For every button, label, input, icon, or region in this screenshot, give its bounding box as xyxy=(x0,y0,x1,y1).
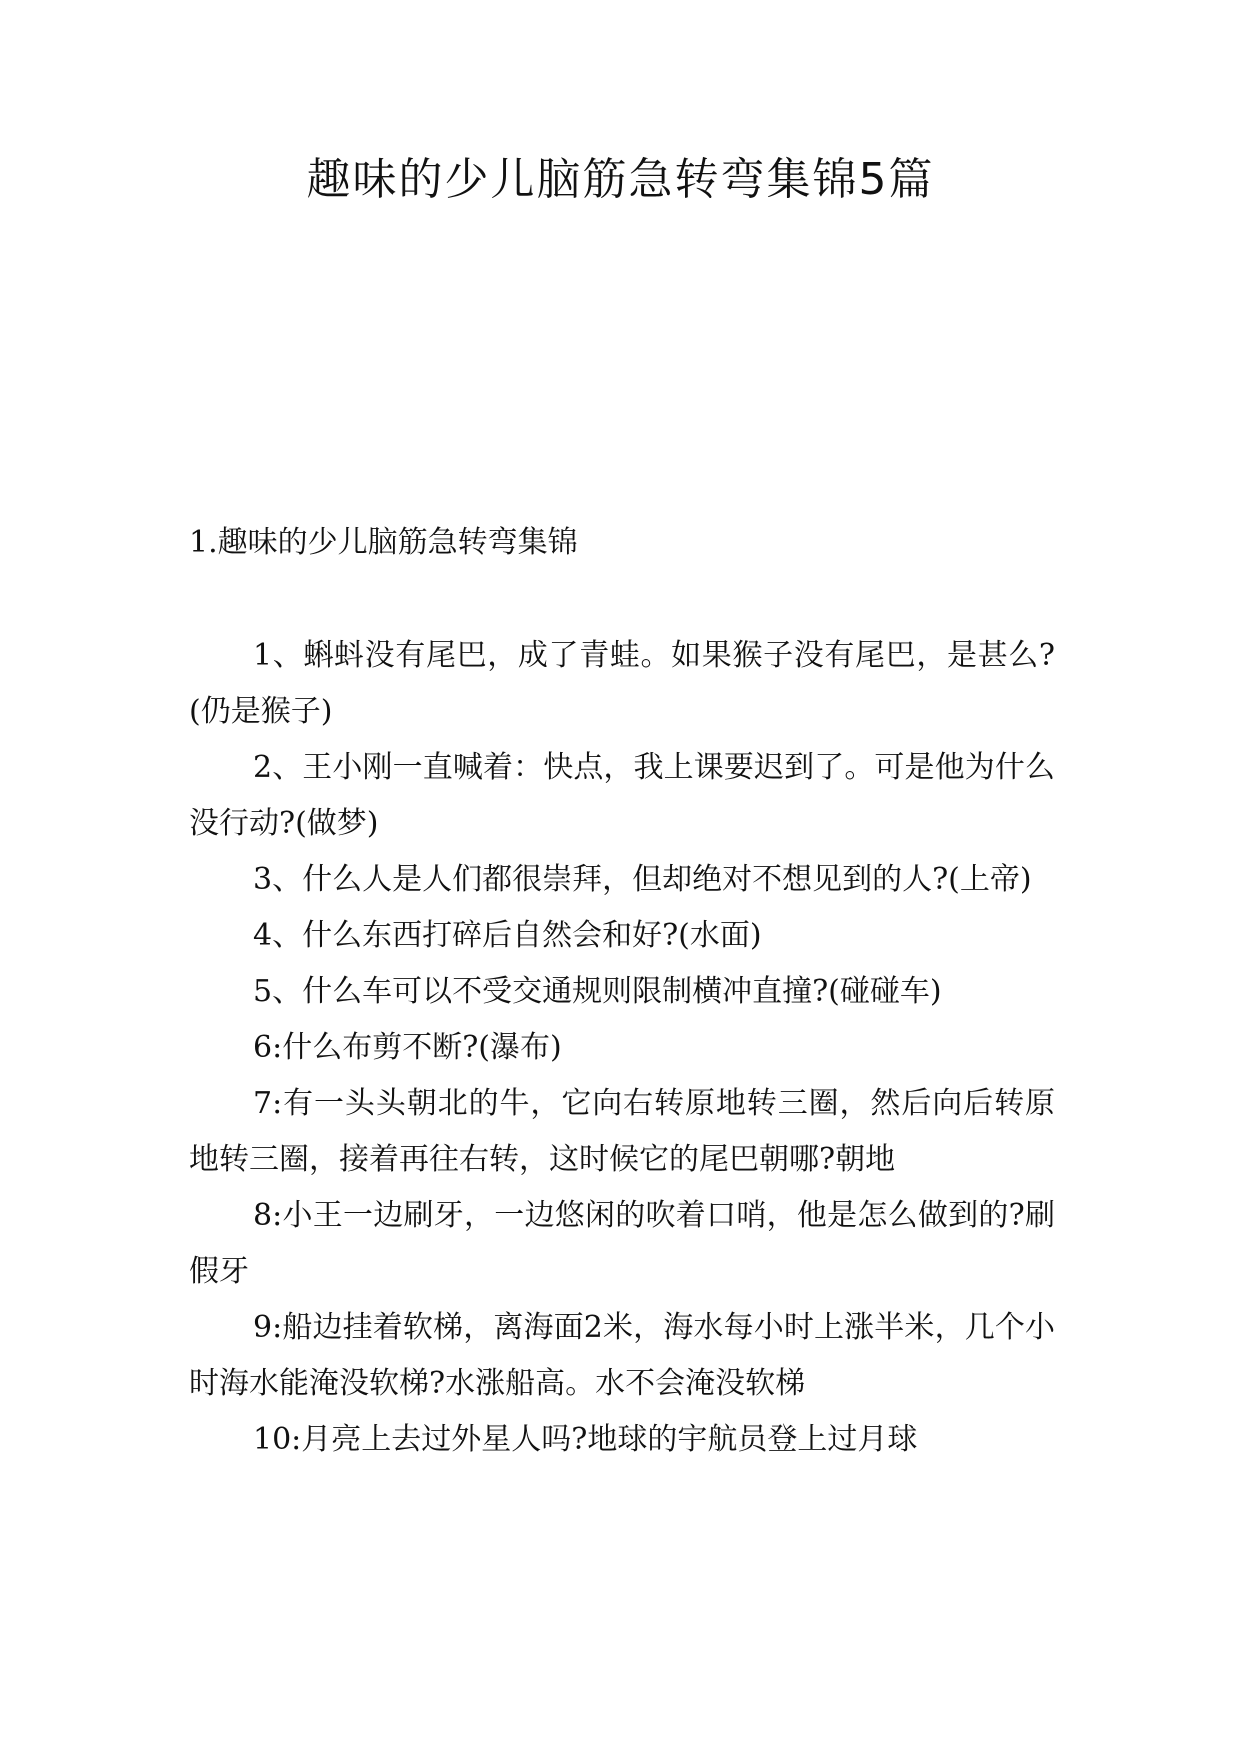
riddle-item: 2、王小刚一直喊着：快点，我上课要迟到了。可是他为什么没行动?(做梦) xyxy=(189,750,1055,841)
riddle-item: 9:船边挂着软梯，离海面2米，海水每小时上涨半米，几个小时海水能淹没软梯?水涨船高。水不会淹没软梯 xyxy=(189,1310,1055,1401)
section-heading: 1.趣味的少儿脑筋急转弯集锦 xyxy=(189,525,578,560)
riddle-item: 10:月亮上去过外星人吗?地球的宇航员登上过月球 xyxy=(253,1422,918,1457)
riddle-item: 8:小王一边刷牙，一边悠闲的吹着口哨，他是怎么做到的?刷假牙 xyxy=(189,1198,1055,1289)
riddle-item: 1、蝌蚪没有尾巴，成了青蛙。如果猴子没有尾巴，是甚么?(仍是猴子) xyxy=(189,638,1055,729)
riddle-item: 3、什么人是人们都很崇拜，但却绝对不想见到的人?(上帝) xyxy=(253,862,1032,897)
document-title: 趣味的少儿脑筋急转弯集锦5篇 xyxy=(306,154,935,205)
riddle-item: 6:什么布剪不断?(瀑布) xyxy=(253,1030,562,1065)
riddle-list xyxy=(189,628,1055,1468)
riddle-item: 5、什么车可以不受交通规则限制横冲直撞?(碰碰车) xyxy=(253,974,942,1009)
riddle-item: 4、什么东西打碎后自然会和好?(水面) xyxy=(253,918,762,953)
riddle-item: 7:有一头头朝北的牛，它向右转原地转三圈，然后向后转原地转三圈，接着再往右转，这时候它的尾巴朝哪?朝地 xyxy=(189,1086,1055,1177)
